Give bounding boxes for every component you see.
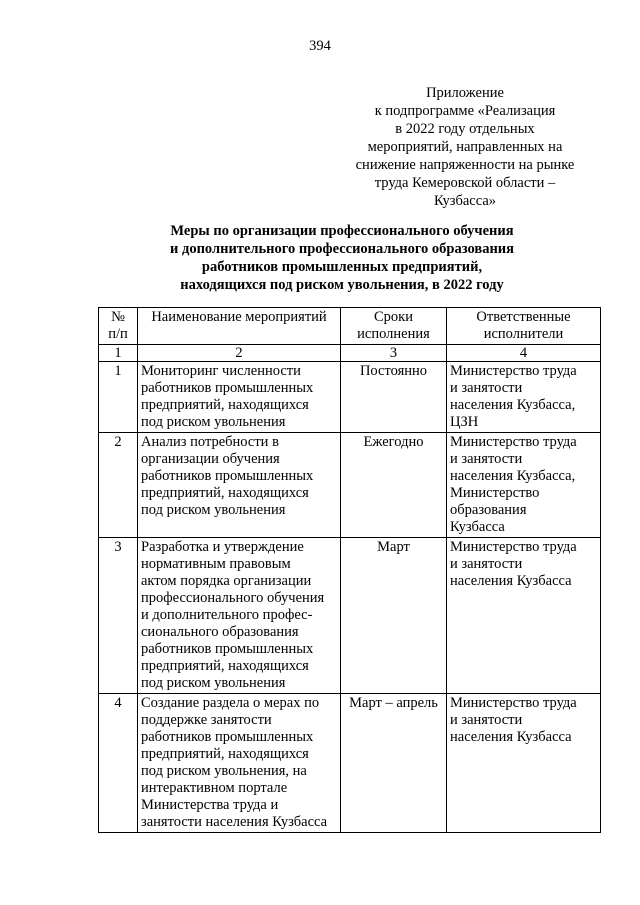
- measure-name: [138, 433, 341, 538]
- execution-term: Март – апрель: [341, 694, 447, 833]
- measure-name: [138, 362, 341, 433]
- measure-name-line: и дополнительного профес-: [141, 607, 313, 623]
- column-index: 3: [341, 345, 447, 362]
- header-exec: [447, 308, 601, 345]
- measures-table: [98, 307, 601, 833]
- executor-line: образования: [450, 502, 527, 518]
- measure-name-line: Разработка и утверждение: [141, 539, 304, 555]
- executor-line: ЦЗН: [450, 414, 479, 430]
- table-row: [99, 362, 601, 433]
- row-number: 1: [99, 362, 138, 433]
- measure-name-line: Анализ потребности в: [141, 434, 279, 450]
- executor-line: и занятости: [450, 451, 523, 467]
- measure-name-line: под риском увольнения: [141, 675, 286, 691]
- header-line: №: [111, 309, 125, 325]
- measure-name-line: нормативным правовым: [141, 556, 291, 572]
- header-term: [341, 308, 447, 345]
- executor-line: Министерство труда: [450, 695, 577, 711]
- responsible-executors: [447, 538, 601, 694]
- table-row: [99, 694, 601, 833]
- appendix-line: к подпрограмме «Реализация: [374, 103, 556, 119]
- column-index-row: [99, 345, 601, 362]
- table-row: [99, 538, 601, 694]
- measure-name-line: предприятий, находящихся: [141, 485, 309, 501]
- header-line: Сроки: [374, 309, 413, 325]
- header-line: Наименование мероприятий: [151, 309, 327, 325]
- column-index: 2: [138, 345, 341, 362]
- column-index: 1: [99, 345, 138, 362]
- executor-line: Министерство труда: [450, 363, 577, 379]
- title-line: и дополнительного профессионального образования: [170, 241, 514, 257]
- responsible-executors: [447, 362, 601, 433]
- table-header-row: [99, 308, 601, 345]
- measure-name-line: под риском увольнения: [141, 414, 286, 430]
- appendix-line: мероприятий, направленных на: [367, 139, 563, 155]
- measure-name-line: предприятий, находящихся: [141, 397, 309, 413]
- executor-line: Министерство: [450, 485, 540, 501]
- measure-name-line: занятости населения Кузбасса: [141, 814, 328, 830]
- measure-name-line: под риском увольнения: [141, 502, 286, 518]
- responsible-executors: [447, 694, 601, 833]
- appendix-line: в 2022 году отдельных: [395, 121, 535, 137]
- appendix-line: Кузбасса»: [433, 193, 497, 209]
- measure-name-line: работников промышленных: [141, 468, 314, 484]
- executor-line: и занятости: [450, 556, 523, 572]
- column-index: 4: [447, 345, 601, 362]
- appendix-block: [340, 84, 590, 210]
- measure-name-line: предприятий, находящихся: [141, 658, 309, 674]
- header-line: Ответственные: [476, 309, 571, 325]
- page-number: 394: [309, 38, 331, 54]
- measure-name-line: работников промышленных: [141, 380, 314, 396]
- measure-name-line: Создание раздела о мерах по: [141, 695, 320, 711]
- measure-name-line: под риском увольнения, на: [141, 763, 307, 779]
- execution-term: Ежегодно: [341, 433, 447, 538]
- measure-name-line: предприятий, находящихся: [141, 746, 309, 762]
- measure-name-line: работников промышленных: [141, 729, 314, 745]
- document-title: [100, 222, 584, 294]
- header-line: исполнители: [483, 326, 564, 342]
- measure-name-line: Мониторинг численности: [141, 363, 301, 379]
- appendix-line: снижение напряженности на рынке: [355, 157, 575, 173]
- execution-term: Постоянно: [341, 362, 447, 433]
- title-line: Меры по организации профессионального обучения: [170, 223, 514, 239]
- measure-name: [138, 694, 341, 833]
- executor-line: Министерство труда: [450, 434, 577, 450]
- title-line: работников промышленных предприятий,: [201, 259, 483, 275]
- executor-line: населения Кузбасса: [450, 573, 572, 589]
- title-line: находящихся под риском увольнения, в 2022 году: [180, 277, 504, 293]
- executor-line: и занятости: [450, 380, 523, 396]
- measure-name-line: сионального образования: [141, 624, 299, 640]
- row-number: 2: [99, 433, 138, 538]
- header-num: [99, 308, 138, 345]
- header-name: [138, 308, 341, 345]
- header-line: п/п: [108, 326, 128, 342]
- measure-name-line: профессионального обучения: [141, 590, 325, 606]
- execution-term: Март: [341, 538, 447, 694]
- measure-name-line: поддержке занятости: [141, 712, 272, 728]
- measure-name-line: актом порядка организации: [141, 573, 312, 589]
- table-row: [99, 433, 601, 538]
- measure-name-line: интерактивном портале: [141, 780, 288, 796]
- header-line: исполнения: [357, 326, 430, 342]
- executor-line: населения Кузбасса,: [450, 397, 576, 413]
- executor-line: Министерство труда: [450, 539, 577, 555]
- executor-line: населения Кузбасса: [450, 729, 572, 745]
- row-number: 3: [99, 538, 138, 694]
- executor-line: и занятости: [450, 712, 523, 728]
- appendix-line: Приложение: [426, 85, 504, 101]
- executor-line: населения Кузбасса,: [450, 468, 576, 484]
- measure-name-line: организации обучения: [141, 451, 280, 467]
- measure-name-line: работников промышленных: [141, 641, 314, 657]
- measure-name-line: Министерства труда и: [141, 797, 279, 813]
- measure-name: [138, 538, 341, 694]
- row-number: 4: [99, 694, 138, 833]
- responsible-executors: [447, 433, 601, 538]
- executor-line: Кузбасса: [450, 519, 505, 535]
- appendix-line: труда Кемеровской области –: [374, 175, 556, 191]
